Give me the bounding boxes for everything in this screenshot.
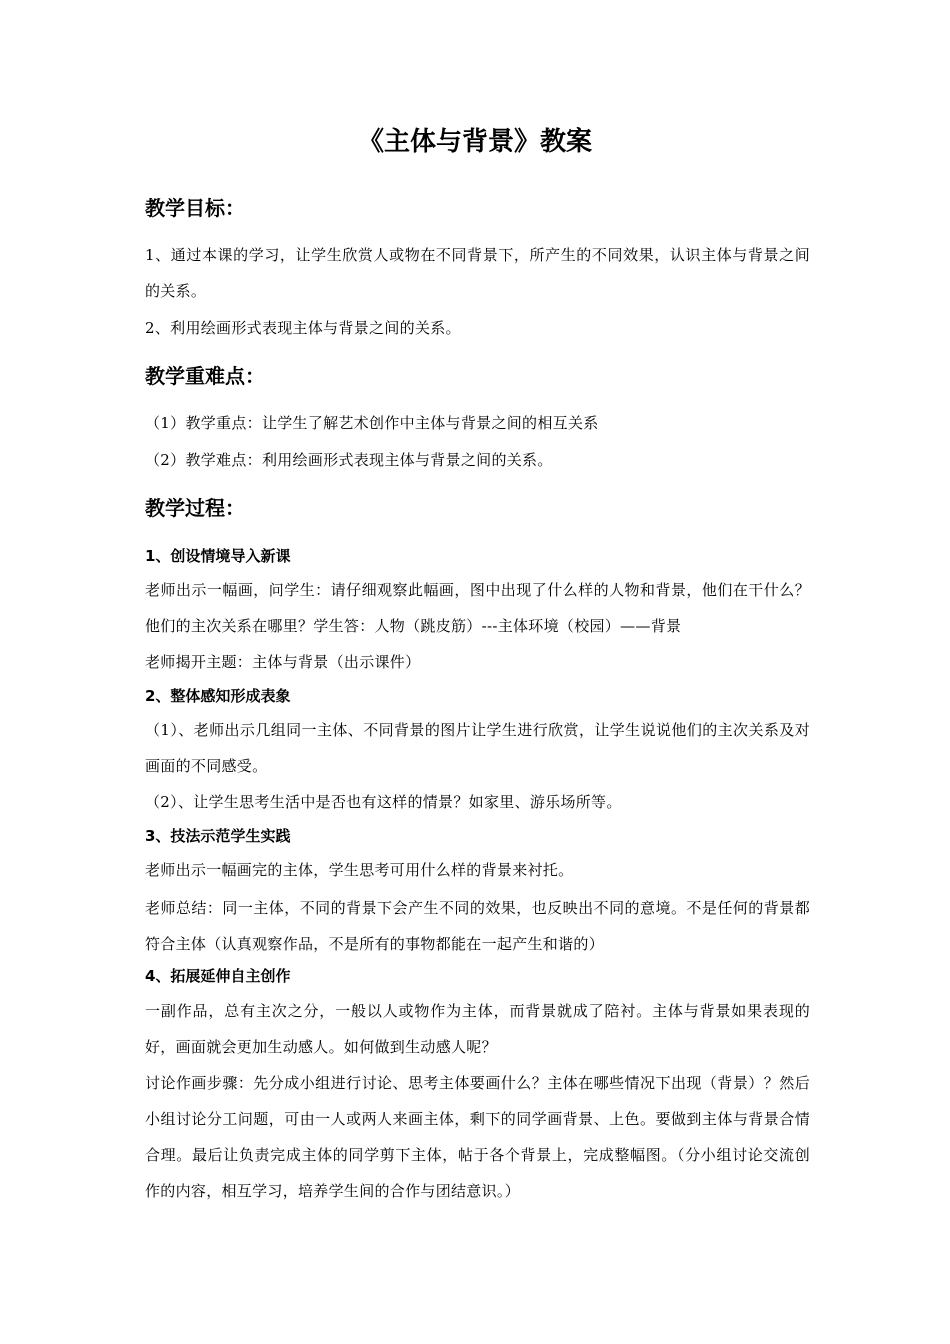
step-4-heading: 4、拓展延伸自主创作 [145,967,291,985]
document-title: 《主体与背景》教案 [357,127,592,157]
keypoints-item-2: （2）教学难点：利用绘画形式表现主体与背景之间的关系。 [145,451,553,469]
process-heading: 教学过程： [145,496,245,520]
step-3-paragraph-2: 老师总结：同一主体，不同的背景下会产生不同的效果，也反映出不同的意境。不是任何的背景都符合主体（认真观察作品，不是所有的事物都能在一起产生和谐的） [145,899,810,953]
keypoints-item-1: （1）教学重点：让学生了解艺术创作中主体与背景之间的相互关系 [145,414,599,432]
step-2-paragraph-1: （1）、老师出示几组同一主体、不同背景的图片让学生进行欣赏，让学生说说他们的主次关系及对画面的不同感受。 [145,721,810,775]
step-1-paragraph-1: 老师出示一幅画，问学生：请仔细观察此幅画，图中出现了什么样的人物和背景，他们在干什么？他们的主次关系在哪里？学生答：人物（跳皮筋）---主体环境（校园）——背景 [145,581,810,635]
step-1-heading: 1、创设情境导入新课 [145,547,291,565]
step-1-paragraph-2: 老师揭开主题：主体与背景（出示课件） [145,653,421,671]
objectives-item-2: 2、利用绘画形式表现主体与背景之间的关系。 [145,319,461,337]
step-4-paragraph-1: 一副作品，总有主次之分，一般以人或物作为主体，而背景就成了陪衬。主体与背景如果表现的好，画面就会更加生动感人。如何做到生动感人呢？ [145,1002,810,1056]
step-3-heading: 3、技法示范学生实践 [145,827,291,845]
objectives-item-1: 1、通过本课的学习，让学生欣赏人或物在不同背景下，所产生的不同效果，认识主体与背景之间的关系。 [145,246,810,300]
step-4-paragraph-2: 讨论作画步骤：先分成小组进行讨论、思考主体要画什么？主体在哪些情况下出现（背景）？然后小组讨论分工问题，可由一人或两人来画主体，剩下的同学画背景、上色。要做到主体与背景合情合理。最后让负责完成主体的同学剪下主体，帖于各个背景上，完成整幅图。（分小组讨论交流创作的内容，相互学习，培养学生间的合作与团结意识。） [145,1074,810,1200]
step-2-paragraph-2: （2）、让学生思考生活中是否也有这样的情景？如家里、游乐场所等。 [145,793,622,811]
keypoints-heading: 教学重难点： [145,364,265,388]
step-3-paragraph-1: 老师出示一幅画完的主体，学生思考可用什么样的背景来衬托。 [145,861,574,879]
step-2-heading: 2、整体感知形成表象 [145,687,291,705]
objectives-heading: 教学目标： [145,196,245,220]
